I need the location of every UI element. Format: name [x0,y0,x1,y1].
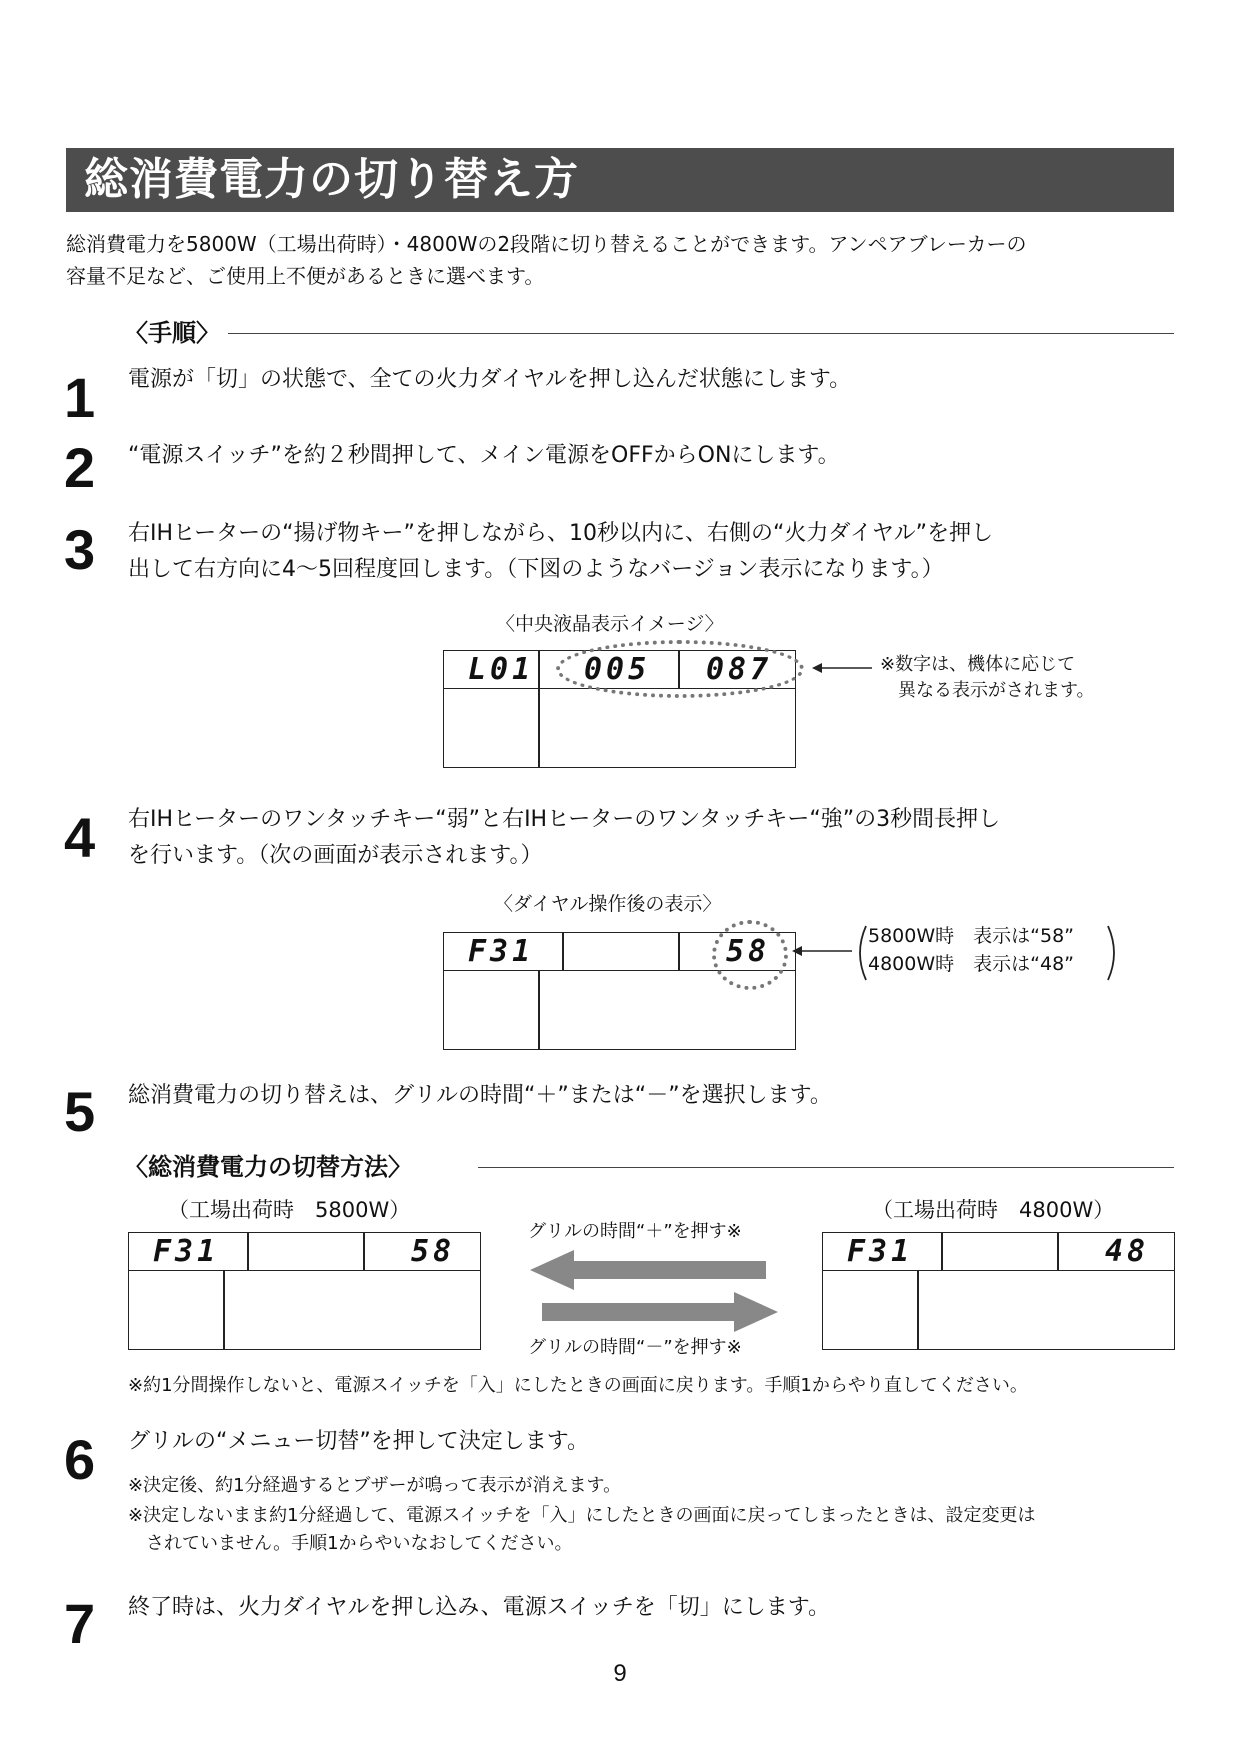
arrow-left-icon [530,1248,770,1292]
lcd-cell-2: 005 [584,652,651,687]
step-number: 2 [64,436,96,499]
intro-line: 容量不足など、ご使用上不便があるときに選べます。 [66,264,545,288]
step-number: 1 [64,366,96,429]
lcd-cell-1: L01 [468,652,535,687]
display1-note: 異なる表示がされます。 [898,680,1095,701]
step6-note: ※決定しないまま約1分経過して、電源スイッチを「入」にしたときの画面に戻ってしまったときは、設定変更は [128,1505,1036,1526]
lcd-cell-1: F31 [847,1234,914,1269]
lcd-divider [247,1233,249,1271]
procedure-rule [228,333,1174,334]
step-text: 総消費電力の切り替えは、グリルの時間“＋”または“－”を選択します。 [128,1083,832,1108]
display2-note: 4800W時 表示は“48” [868,953,1075,975]
display1-caption: 〈中央液晶表示イメージ〉 [496,613,724,635]
lcd-bottom-divider [538,689,540,767]
highlight-oval [712,920,788,990]
lcd-divider [538,651,540,689]
step-text: 出して右方向に4～5回程度回します。（下図のようなバージョン表示になります。） [128,557,944,582]
step-number: 5 [64,1080,96,1143]
lcd-divider [941,1233,943,1271]
step-text: 右IHヒーターのワンタッチキー“弱”と右IHヒーターのワンタッチキー“強”の3秒間長押し [128,807,1001,832]
plus-arrow-label: グリルの時間“＋”を押す※ [528,1221,742,1242]
lcd-bottom-divider [538,971,540,1049]
lcd-cell-1: F31 [153,1234,220,1269]
lcd-cell-1: F31 [468,934,535,969]
pointer-arrow-icon [792,944,852,958]
lcd-divider [1057,1233,1059,1271]
step-number: 4 [64,806,96,869]
display1-note: ※数字は、機体に応じて [880,654,1076,675]
lcd-bottom-divider [917,1271,919,1349]
switch-method-heading: 〈総消費電力の切替方法〉 [124,1153,412,1181]
step6-note: されていません。手順1からやいなおしてください。 [146,1533,573,1554]
lcd-cell-2 [963,1233,1043,1271]
lcd-divider [562,933,564,971]
lcd-cell-3: 58 [726,934,771,969]
display2-caption: 〈ダイヤル操作後の表示〉 [494,893,722,915]
left-paren-icon [852,924,868,982]
switch-footnote: ※約1分間操作しないと、電源スイッチを「入」にしたときの画面に戻ります。手順1からやり直してください。 [128,1375,1028,1396]
lcd-cell-2 [584,933,664,971]
pointer-arrow-icon [812,661,872,675]
lcd-display-4800w [822,1232,1175,1350]
lcd-cell-3: 58 [411,1234,456,1269]
title-bar [66,148,1174,212]
step-number: 6 [64,1428,96,1491]
page-number: 9 [613,1660,627,1687]
step-text: “電源スイッチ”を約２秒間押して、メイン電源をOFFからONにします。 [128,443,840,468]
lcd-display-5800w [128,1232,481,1350]
intro-paragraph [66,228,1176,292]
intro-line: 総消費電力を5800W（工場出荷時）・4800Wの2段階に切り替えることができます。アンペアブレーカーの [66,232,1027,256]
minus-arrow-label: グリルの時間“－”を押す※ [528,1337,742,1358]
left-display-label: （工場出荷時 5800W） [168,1198,411,1222]
step-number: 3 [64,518,96,581]
step-text: 右IHヒーターの“揚げ物キー”を押しながら、10秒以内に、右側の“火力ダイヤル”を押し [128,521,994,546]
step-text: を行います。（次の画面が表示されます。） [128,843,543,868]
step-text: 終了時は、火力ダイヤルを押し込み、電源スイッチを「切」にします。 [128,1595,831,1620]
switch-method-rule [478,1167,1174,1168]
procedure-heading: 〈手順〉 [124,319,220,347]
display2-note: 5800W時 表示は“58” [868,925,1075,947]
lcd-divider [678,933,680,971]
highlight-oval [556,640,804,698]
page-title: 総消費電力の切り替え方 [84,154,579,205]
step-text: グリルの“メニュー切替”を押して決定します。 [128,1429,590,1454]
step-number: 7 [64,1592,96,1655]
lcd-cell-2 [269,1233,349,1271]
lcd-cell-3: 48 [1105,1234,1150,1269]
arrow-right-icon [538,1290,778,1334]
lcd-divider [363,1233,365,1271]
right-display-label: （工場出荷時 4800W） [872,1198,1115,1222]
step6-note: ※決定後、約1分経過するとブザーが鳴って表示が消えます。 [128,1475,622,1496]
right-paren-icon [1106,924,1122,982]
lcd-bottom-divider [223,1271,225,1349]
lcd-cell-3: 087 [706,652,773,687]
step-text: 電源が「切」の状態で、全ての火力ダイヤルを押し込んだ状態にします。 [128,367,852,392]
